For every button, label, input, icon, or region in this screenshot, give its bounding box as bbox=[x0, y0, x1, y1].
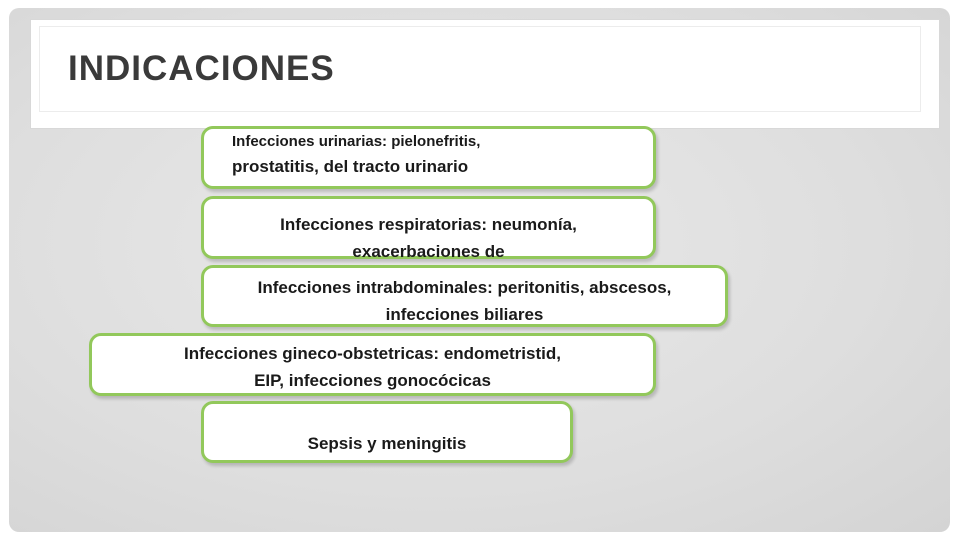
indication-card-respiratory bbox=[201, 196, 656, 259]
card-text bbox=[204, 434, 570, 454]
card-text-line-1: Infecciones urinarias: pielonefritis, bbox=[232, 133, 481, 150]
card-text-line-2: infecciones biliares bbox=[385, 305, 544, 324]
indication-card-sepsis bbox=[201, 401, 573, 463]
indication-card-urinary bbox=[201, 126, 656, 189]
card-text-line-2: exacerbaciones de bbox=[352, 242, 505, 261]
indication-card-intraabdominal bbox=[201, 265, 728, 327]
card-text-line-1: Infecciones respiratorias: neumonía, bbox=[280, 215, 577, 234]
indication-card-gyneco-obstetric bbox=[89, 333, 656, 396]
card-text bbox=[92, 340, 653, 394]
card-text-line-1: Infecciones gineco-obstetricas: endometristid, bbox=[184, 344, 561, 363]
content-panel bbox=[9, 8, 950, 532]
card-text-line-1: Infecciones intrabdominales: peritonitis, abscesos, bbox=[257, 278, 672, 297]
card-text-line-2: prostatitis, del tracto urinario bbox=[232, 157, 469, 176]
slide-title: INDICACIONES bbox=[68, 49, 335, 88]
card-text bbox=[204, 211, 653, 265]
title-inner-frame bbox=[39, 26, 921, 112]
card-text-line-2: EIP, infecciones gonocócicas bbox=[254, 371, 491, 390]
card-text bbox=[204, 274, 725, 328]
card-text-line-1: Sepsis y meningitis bbox=[307, 434, 467, 453]
title-box bbox=[31, 20, 939, 128]
